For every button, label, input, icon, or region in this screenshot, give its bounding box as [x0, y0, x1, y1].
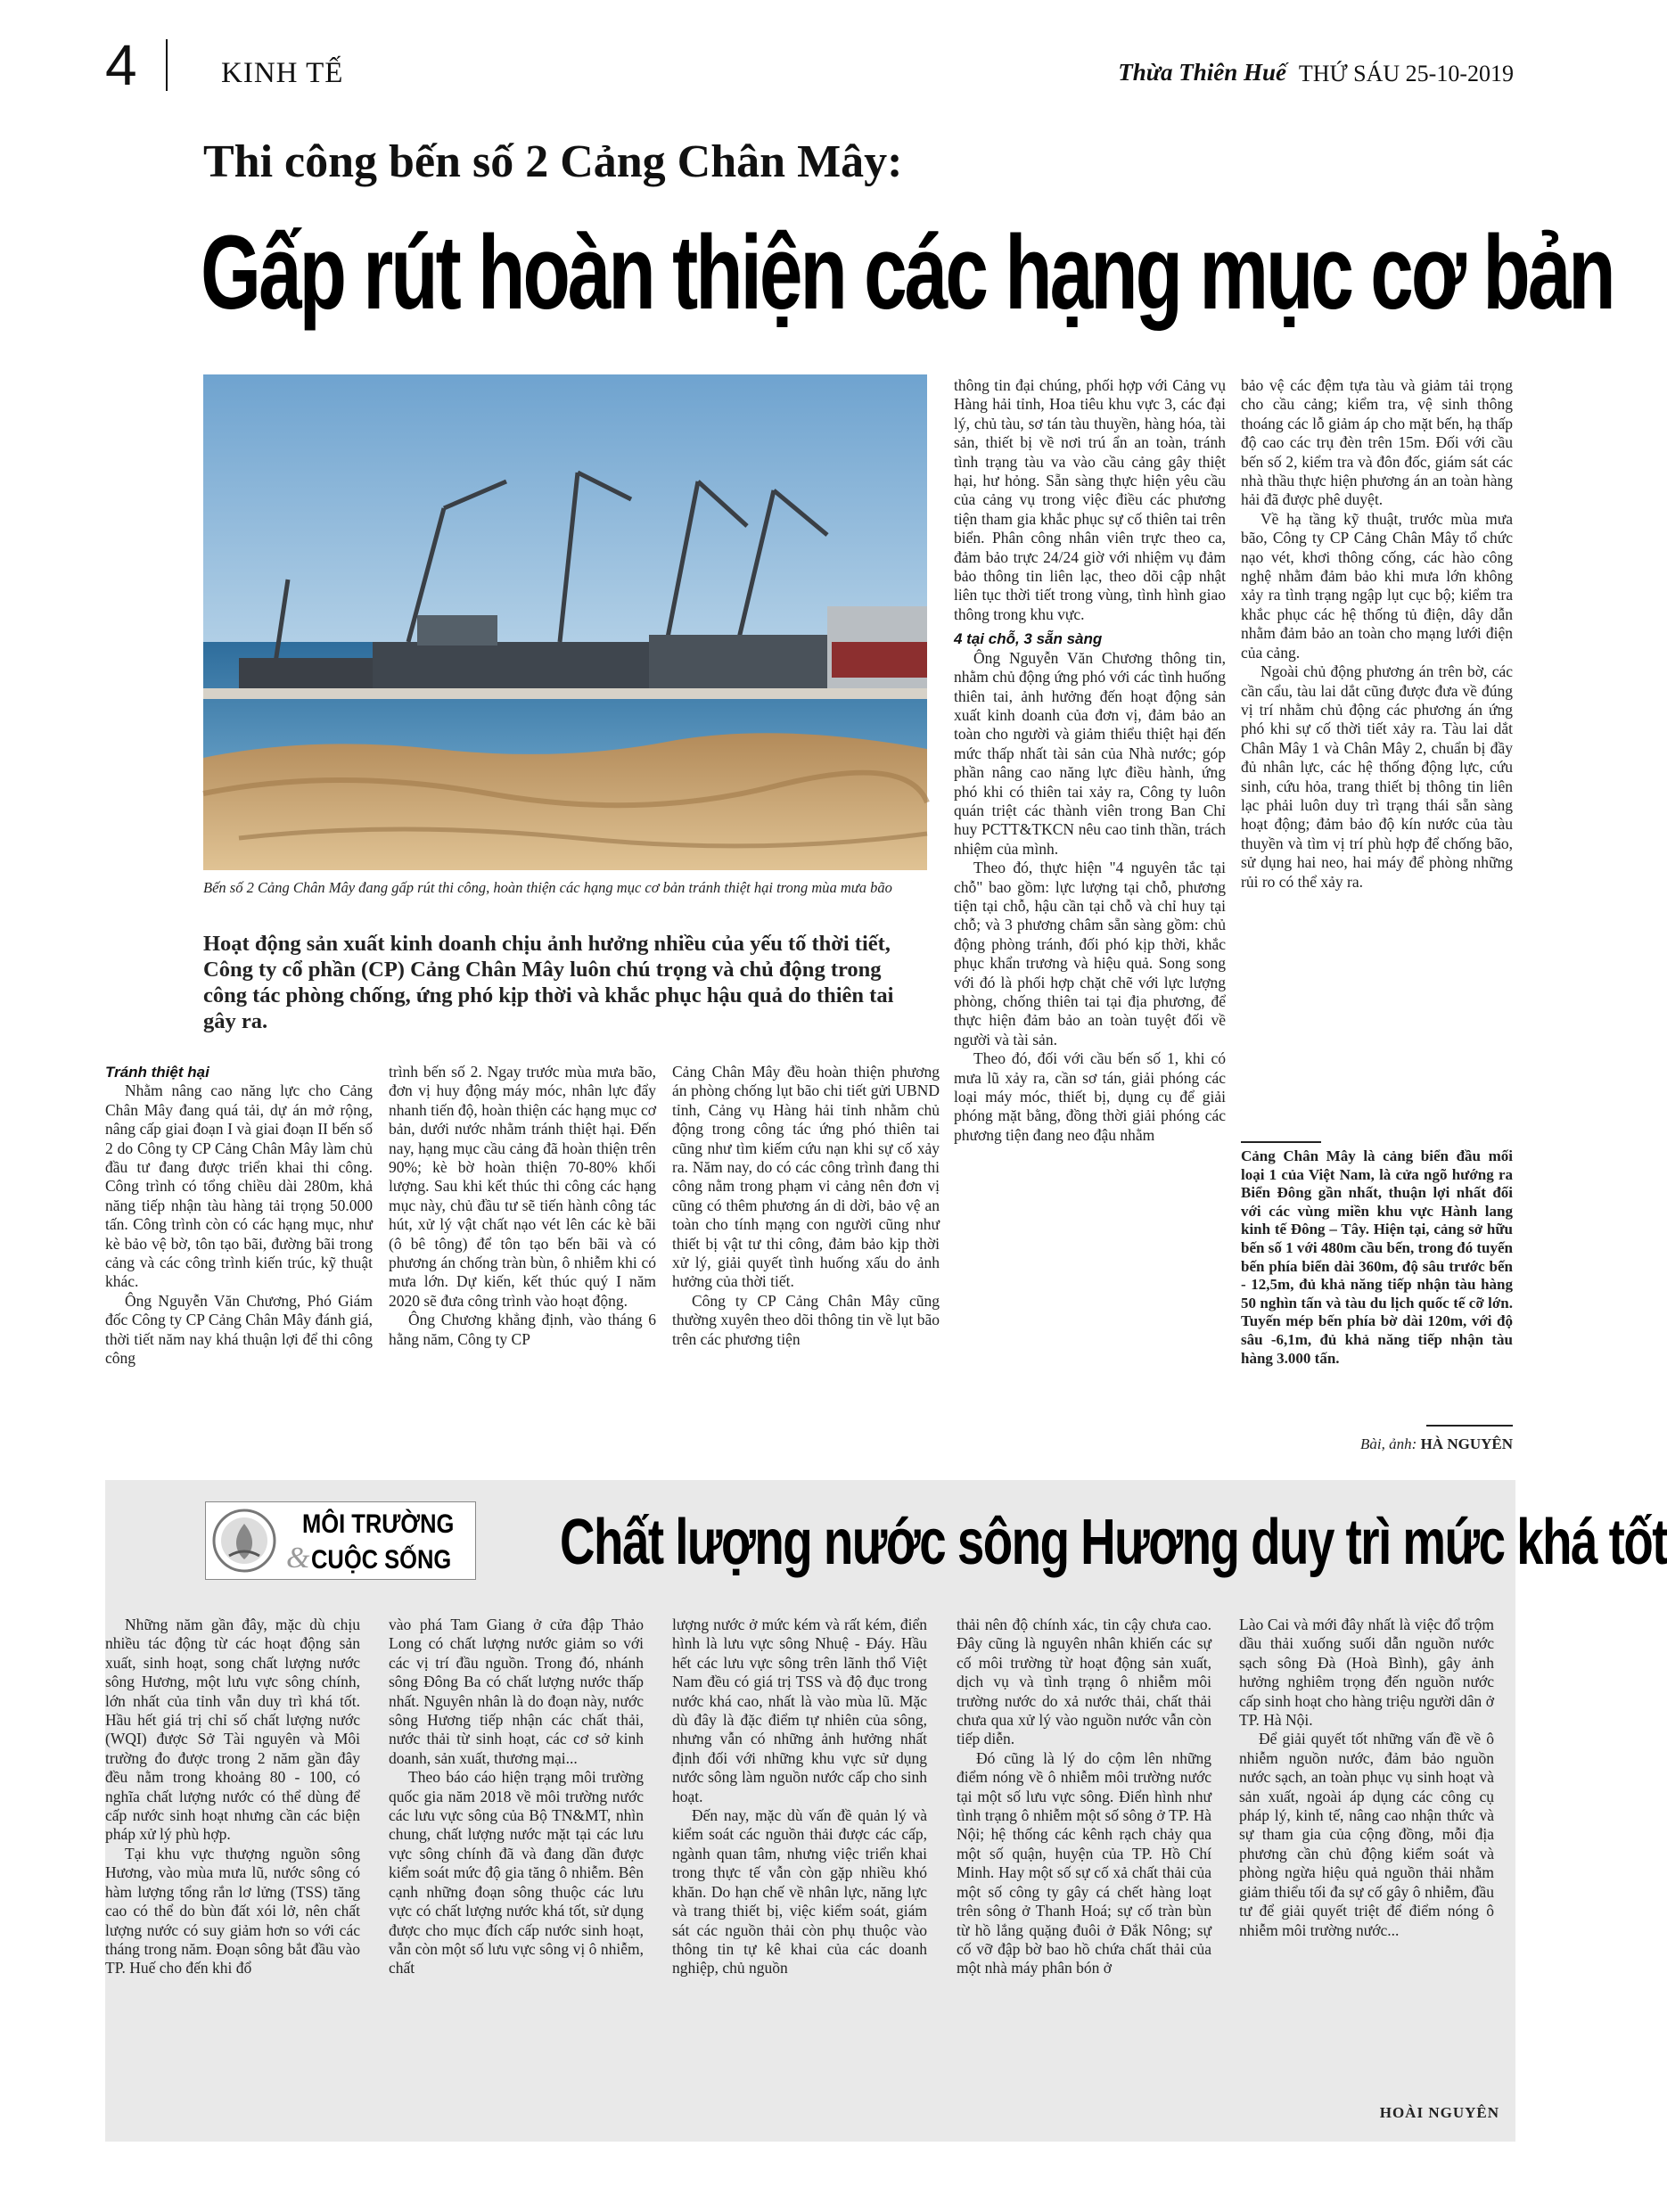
article-column-4 [954, 376, 1226, 1486]
article-column-3 [672, 1063, 940, 1486]
paragraph: Lào Cai và mới đây nhất là việc đổ trộm dầu thải xuống suối dẫn nguồn nước sạch sông Đà (Hoà Bình), gây ảnh hưởng nghiêm trọng đến nguồn nước cấp sinh hoạt cho hàng triệu người dân ở TP. Hà Nội. [1239, 1616, 1494, 1730]
article-column-1 [105, 1063, 373, 1486]
paragraph: Để giải quyết tốt những vấn đề về ô nhiễm nguồn nước, đảm bảo nguồn nước sạch, an toàn phục vụ sinh hoạt và sản xuất, ngoài áp dụng các công cụ pháp lý, kinh tế, nâng cao nhận thức và sự tham gia của cộng đồng, mỗi địa phương cần chủ động kiểm soát và phòng ngừa hiệu quả nguồn thải nhằm giảm thiểu tối đa sự cố gây ô nhiễm, đầu tư để giải quyết triệt để điểm nóng ô nhiễm môi trường nước... [1239, 1730, 1494, 1939]
note-divider [1241, 1141, 1321, 1143]
header-divider [166, 39, 168, 91]
paragraph: Ngoài chủ động phương án trên bờ, các cần cẩu, tàu lai dắt cũng được đưa về đúng vị trí nhằm chủ động các phương án ứng phó khi sự cố thời tiết xảy ra. Tàu lai dắt Chân Mây 1 và Chân Mây 2, chuẩn bị đầy đủ nhân lực, các hệ thống động lực, cứu sinh, cứu hỏa, trang thiết bị thông tin liên lạc phải luôn duy trì trạng thái sẵn sàng hoạt động; đảm bảo độ kín nước của tàu thuyền và tìm vị trí phù hợp để chống bão, sử dụng hai neo, hai máy để phòng những rủi ro có thể xảy ra. [1241, 662, 1513, 891]
port-construction-image [203, 374, 927, 870]
page-header [105, 33, 1514, 102]
subheading: Tránh thiệt hại [105, 1064, 209, 1081]
byline-divider [1426, 1425, 1513, 1427]
newspaper-name: Thừa Thiên Huế [1118, 59, 1286, 86]
section-rubric [205, 1501, 476, 1580]
paragraph: Cảng Chân Mây đều hoàn thiện phương án phòng chống lụt bão chi tiết gửi UBND tỉnh, Cảng vụ Hàng hải tỉnh nhằm chủ động trong công tác ứng phó thiên tai cũng như tìm kiếm cứu nạn khi sự cố xảy ra. Năm nay, do có các công trình đang thi công nằm trong phạm vi cảng nên đơn vị cũng có thêm phương án di dời, bảo vệ an toàn cho tính mạng con người cũng như thiết bị vật tư thi công, đảm bảo kịp thời xử lý, giải quyết tình huống xấu do ảnh hưởng của thời tiết. [672, 1063, 940, 1291]
paragraph: vào phá Tam Giang ở cửa đập Thảo Long có chất lượng nước giảm so với các vị trí đầu nguồn. Trong đó, nhánh sông Đông Ba có chất lượng nước thấp nhất. Nguyên nhân là do đoạn này, nước sông Hương tiếp nhận các chất thải, nước thải từ sinh hoạt, các cơ sở kinh doanh, sản xuất, thương mại... [389, 1616, 644, 1767]
story2-column-1 [105, 1616, 360, 2115]
byline-author: HÀ NGUYÊN [1420, 1435, 1513, 1452]
paragraph: Những năm gần đây, mặc dù chịu nhiều tác động từ các hoạt động sản xuất, sinh hoạt, song chất lượng nước sông Hương, một lưu vực sông chính, lớn nhất của tỉnh vẫn duy trì khá tốt. Hầu hết giá trị chỉ số chất lượng nước (WQI) được Sở Tài nguyên và Môi trường đo được trong 2 năm gần đây đều nằm trong khoảng 80 - 100, có nghĩa chất lượng nước có thể dùng để cấp nước sinh hoạt nhưng cần các biện pháp xử lý phù hợp. [105, 1616, 360, 1844]
paragraph: Về hạ tầng kỹ thuật, trước mùa mưa bão, Công ty CP Cảng Chân Mây tổ chức nạo vét, khơi thông cống, các hào công nghệ nhằm đảm bảo khi mưa lớn không xảy ra tình trạng ngập lụt cục bộ; kiểm tra khắc phục các hệ thống tủ điện, dây dẫn nhằm đảm bảo an toàn cho mạng lưới điện của cảng. [1241, 509, 1513, 662]
rubric-title-top: MÔI TRƯỜNG [302, 1509, 455, 1539]
photo-caption: Bến số 2 Cảng Chân Mây đang gấp rút thi công, hoàn thiện các hạng mục cơ bản tránh thiệt hại trong mùa mưa bão [203, 879, 892, 896]
page-number: 4 [105, 33, 137, 97]
article-byline [1360, 1435, 1513, 1453]
paragraph: Đến nay, mặc dù vấn đề quản lý và kiểm soát các nguồn thải được các cấp, ngành quan tâm, nhưng việc triển khai trong thực tế vẫn còn gặp nhiều khó khăn. Do hạn chế về nhân lực, năng lực và trang thiết bị, việc kiểm soát, giám sát các nguồn thải còn phụ thuộc vào thông tin tự kê khai của các doanh nghiệp, chủ nguồn [672, 1806, 927, 1978]
article-column-2 [389, 1063, 656, 1486]
story2-column-3 [672, 1616, 927, 2115]
rubric-ampersand: & [286, 1542, 310, 1575]
paragraph: Theo báo cáo hiện trạng môi trường quốc gia năm 2018 về môi trường nước các lưu vực sông của Bộ TN&MT, nhìn chung, chất lượng nước mặt tại các lưu vực sông chính đã và đang dần được kiểm soát mức độ gia tăng ô nhiễm. Bên cạnh những đoạn sông thuộc các lưu vực có chất lượng nước khá tốt, sử dụng được cho mục đích cấp nước sinh hoạt, vẫn còn một số lưu vực sông vị ô nhiễm, chất [389, 1768, 644, 1978]
story2-byline: HOÀI NGUYÊN [1379, 2104, 1499, 2121]
paragraph: Theo đó, thực hiện "4 nguyên tắc tại chỗ" bao gồm: lực lượng tại chỗ, phương tiện tại chỗ, hậu cần tại chỗ và chỉ huy tại chỗ; và 3 phương châm sẵn sàng gồm: chủ động phòng tránh, đối phó kịp thời, khắc phục khẩn trương và hiệu quả. Song song với đó là phối hợp chặt chẽ với lực lượng phòng, chống thiên tai tại địa phương, để thực hiện đảm bảo an toàn tuyệt đối về người và tài sản. [954, 859, 1226, 1048]
story2-column-4 [957, 1616, 1211, 2115]
port-fact-box: Cảng Chân Mây là cảng biển đầu mối loại 1 của Việt Nam, là cửa ngõ hướng ra Biển Đông gần nhất, thuận lợi nhất đối với các vùng miền khu vực Hành lang kinh tế Đông – Tây. Hiện tại, cảng sở hữu bến số 1 với 480m cầu bến, trong đó tuyến bến phía biển dài 360m, độ sâu trước bến - 12,5m, đủ khả năng tiếp nhận tàu hàng 50 nghìn tấn và tàu du lịch quốc tế cỡ lớn. Tuyến mép bến phía bờ dài 120m, với độ sâu -6,1m, đủ khả năng tiếp nhận tàu hàng 3.000 tấn. [1241, 1147, 1513, 1367]
paragraph: Đó cũng là lý do cộm lên những điểm nóng về ô nhiễm môi trường nước tại một số lưu vực sông. Điển hình như tình trạng ô nhiễm một số sông ở TP. Hà Nội; hệ thống các kênh rạch chảy qua một số quận, huyện của TP. Hồ Chí Minh. Hay một số sự cố xả chất thải của một số công ty gây cá chết hàng loạt trên sông ở Thanh Hoá; sự cố tràn bùn từ hồ lắng quặng đuôi ở Đắk Nông; sự cố vỡ đập bờ bao hồ chứa chất thải của một nhà máy phân bón ở [957, 1748, 1211, 1978]
port-photo [203, 374, 927, 870]
paragraph: bảo vệ các đệm tựa tàu và giảm tải trọng cho cầu cảng; kiểm tra, vệ sinh thông thoáng các lỗ giảm áp cho mặt bến, hạ thấp độ cao các trụ đèn trên 15m. Đối với cầu bến số 2, kiểm tra và đôn đốc, giám sát các nhà thầu thực hiện phương án an toàn hàng hải đã được phê duyệt. [1241, 376, 1513, 509]
paragraph: thải nên độ chính xác, tin cậy chưa cao. Đây cũng là nguyên nhân khiến các sự cố môi trường từ hoạt động sản xuất, dịch vụ và tình trạng ô nhiễm môi trường nước do xả nước thải, chất thải chưa qua xử lý vào nguồn nước vẫn còn tiếp diễn. [957, 1616, 1211, 1748]
section-name: KINH TẾ [221, 57, 344, 89]
environment-logo-icon [211, 1508, 277, 1574]
byline-prefix: Bài, ảnh: [1360, 1435, 1417, 1452]
subheading: 4 tại chỗ, 3 sẵn sàng [954, 630, 1103, 648]
paragraph: thông tin đại chúng, phối hợp với Cảng vụ Hàng hải tỉnh, Hoa tiêu khu vực 3, các đại lý, chủ tàu, sơ tán tàu thuyền, hàng hóa, tài sản, thiết bị về nơi trú ẩn an toàn, tránh tình trạng tàu va vào cầu cảng gây thiệt hại, hư hỏng. Sẵn sàng thực hiện yêu cầu của cảng vụ trong việc điều các phương tiện tham gia khắc phục sự cố thiên tai trên biển. Phân công nhân viên trực theo ca, đảm bảo trực 24/24 giờ với nhiệm vụ đảm bảo thông tin liên lạc, theo dõi cập nhật liên tục thời tiết trong vùng, tình hình giao thông trong khu vực. [954, 376, 1226, 623]
paragraph: Nhằm nâng cao năng lực cho Cảng Chân Mây đang quá tải, dự án mở rộng, nâng cấp giai đoạn I và giai đoạn II bến số 2 do Công ty CP Cảng Chân Mây làm chủ đầu tư đang được triển khai thi công. Công trình có tổng chiều dài 280m, khả năng tiếp nhận tàu hàng tải trọng 50.000 tấn. Công trình còn có các hạng mục, như kè bảo vệ bờ, tôn tạo bãi, đường bãi trong cảng và các công trình kiến trúc, kỹ thuật khác. [105, 1081, 373, 1291]
paragraph: Ông Nguyễn Văn Chương thông tin, nhằm chủ động ứng phó với các tình huống thiên tai, ảnh hưởng đến hoạt động sản xuất kinh doanh của đơn vị, đảm bảo an toàn cho người và giảm thiểu thiệt hại đến mức thấp nhất tài sản của Nhà nước; góp phần nâng cao năng lực điều hành, ứng phó khi có thiên tai xảy ra, Công ty luôn quán triệt các thành viên trong Ban Chỉ huy PCTT&TKCN nêu cao tinh thần, trách nhiệm của mình. [954, 648, 1226, 858]
rubric-title-bottom: CUỘC SỐNG [311, 1545, 452, 1575]
paragraph: trình bến số 2. Ngay trước mùa mưa bão, đơn vị huy động máy móc, nhân lực đẩy nhanh tiến độ, hoàn thiện các hạng mục cơ bản, dưới nước nhằm tránh thiệt hại. Đến nay, hạng mục cầu cảng đã hoàn thiện trên 90%; kè bờ hoàn thiện 70-80% khối lượng. Sau khi kết thúc thi công các hạng mục này, chủ đầu tư sẽ tiến hành công tác hút, xử lý vật chất nạo vét lên các kè bãi (ô bê tông) để tôn tạo bến bãi và có phương án chống tràn bùn, ô nhiễm khi có mưa lớn. Dự kiến, kết thúc quý I năm 2020 sẽ đưa công trình vào hoạt động. [389, 1063, 656, 1310]
story2-column-2 [389, 1616, 644, 2115]
paragraph: Theo đó, đối với cầu bến số 1, khi có mưa lũ xảy ra, cần sơ tán, giải phóng các loại máy móc, thiết bị, dụng cụ để giải phóng mặt bằng, đồng thời giải phóng các phương tiện đang neo đậu nhằm [954, 1049, 1226, 1144]
article-lead: Hoạt động sản xuất kinh doanh chịu ảnh hưởng nhiều của yếu tố thời tiết, Công ty cổ phần (CP) Cảng Chân Mây luôn chú trọng và chủ động trong công tác phòng chống, ứng phó kịp thời và khắc phục hậu quả do thiên tai gây ra. [203, 932, 894, 1033]
paragraph: lượng nước ở mức kém và rất kém, điển hình là lưu vực sông Nhuệ - Đáy. Hầu hết các lưu vực sông trên lãnh thổ Việt Nam đều có giá trị TSS và độ đục trong nước khá cao, nhất là vào mùa lũ. Mặc dù đây là đặc điểm tự nhiên của sông, nhưng vẫn có những ảnh hưởng nhất định đối với những khu vực sử dụng nước sông làm nguồn nước cấp cho sinh hoạt. [672, 1616, 927, 1805]
story2-column-5 [1239, 1616, 1494, 2115]
environment-story-box [105, 1480, 1667, 2142]
paragraph: Ông Chương khẳng định, vào tháng 6 hằng năm, Công ty CP [389, 1311, 656, 1348]
paragraph: Công ty CP Cảng Chân Mây cũng thường xuyên theo dõi thông tin về lụt bão trên các phương tiện [672, 1291, 940, 1348]
issue-date: THỨ SÁU 25-10-2019 [1298, 61, 1514, 86]
story2-headline: Chất lượng nước sông Hương duy trì mức khá tốt [560, 1507, 1667, 1578]
article-column-5 [1241, 376, 1513, 1139]
paragraph: Ông Nguyễn Văn Chương, Phó Giám đốc Công ty CP Cảng Chân Mây đánh giá, thời tiết năm nay khá thuận lợi để thi công công [105, 1291, 373, 1368]
article-kicker: Thi công bến số 2 Cảng Chân Mây: [203, 136, 903, 187]
paragraph: Tại khu vực thượng nguồn sông Hương, vào mùa mưa lũ, nước sông có hàm lượng tổng rắn lơ lửng (TSS) tăng cao có thể do bùn đất xói lở, nên chất lượng nước có suy giảm hơn so với các tháng trong năm. Đoạn sông bắt đầu vào TP. Huế cho đến khi đổ [105, 1844, 360, 1978]
article-headline: Gấp rút hoàn thiện các hạng mục cơ bản [201, 214, 1614, 332]
